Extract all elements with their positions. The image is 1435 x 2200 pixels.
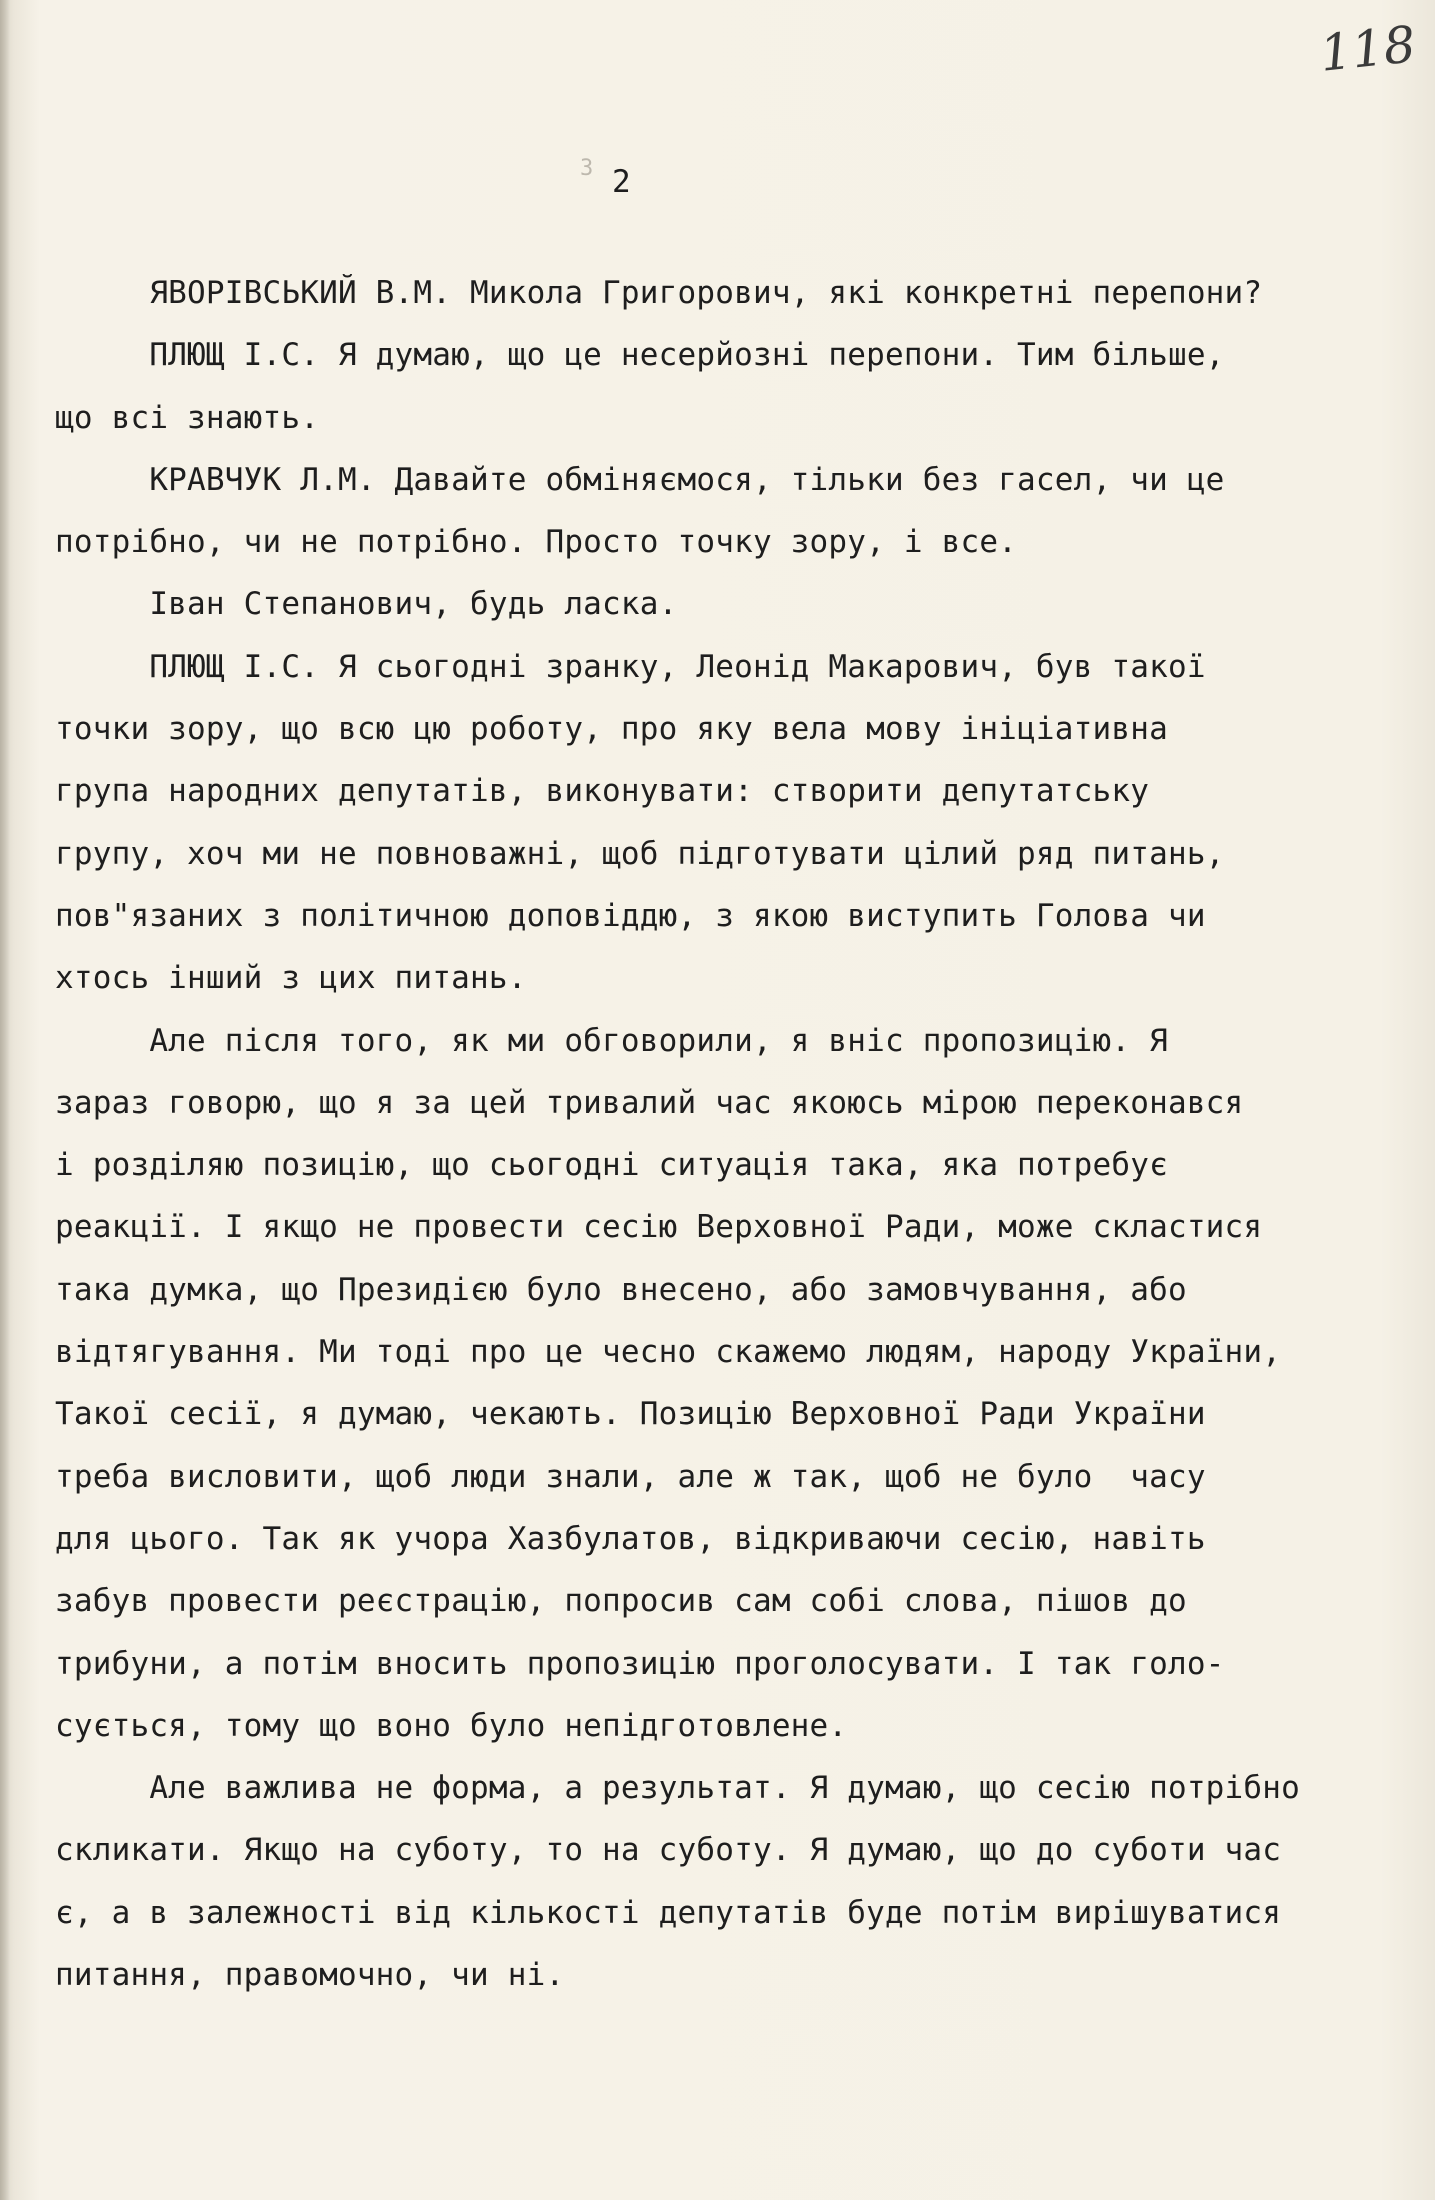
text-line: пов"язаних з політичною доповіддю, з якою виступить Голова чи bbox=[55, 897, 1206, 934]
binding-edge bbox=[0, 0, 10, 2200]
transcript-text bbox=[55, 262, 1385, 2006]
text-line: реакції. І якщо не провести сесію Верховної Ради, може скластися bbox=[55, 1209, 1263, 1246]
page-number: 2 bbox=[612, 164, 631, 200]
text-line: така думка, що Президією було внесено, або замовчування, або bbox=[55, 1271, 1187, 1308]
text-line: ПЛЮЩ І.С. Я сьогодні зранку, Леонід Макарович, був такої bbox=[55, 648, 1206, 685]
text-line: є, а в залежності від кількості депутатів буде потім вирішуватися bbox=[55, 1894, 1282, 1931]
text-line: забув провести реєстрацію, попросив сам собі слова, пішов до bbox=[55, 1583, 1187, 1620]
text-line: хтось інший з цих питань. bbox=[55, 960, 527, 997]
text-line: зараз говорю, що я за цей тривалий час якоюсь мірою переконався bbox=[55, 1084, 1244, 1121]
text-line: Такої сесії, я думаю, чекають. Позицію Верховної Ради України bbox=[55, 1396, 1206, 1433]
text-line: для цього. Так як учора Хазбулатов, відкриваючи сесію, навіть bbox=[55, 1520, 1206, 1557]
text-line: групу, хоч ми не повноважні, щоб підготувати цілий ряд питань, bbox=[55, 835, 1225, 872]
text-line: трибуни, а потім вносить пропозицію проголосувати. І так голо- bbox=[55, 1645, 1225, 1682]
text-line: потрібно, чи не потрібно. Просто точку зору, і все. bbox=[55, 524, 1018, 561]
text-line: Іван Степанович, будь ласка. bbox=[55, 586, 678, 623]
text-line: питання, правомочно, чи ні. bbox=[55, 1957, 565, 1994]
text-line: група народних депутатів, виконувати: створити депутатську bbox=[55, 773, 1150, 810]
text-line: сується, тому що воно було непідготовлене. bbox=[55, 1707, 848, 1744]
text-line: відтягування. Ми тоді про це чесно скажемо людям, народу України, bbox=[55, 1334, 1282, 1371]
text-line: треба висловити, щоб люди знали, але ж так, щоб не було часу bbox=[55, 1458, 1206, 1495]
faint-page-mark: 3 bbox=[580, 156, 594, 181]
archive-folio-number: 118 bbox=[1317, 15, 1419, 83]
text-line: точки зору, що всю цю роботу, про яку вела мову ініціативна bbox=[55, 711, 1168, 748]
text-line: і розділяю позицію, що сьогодні ситуація така, яка потребує bbox=[55, 1147, 1168, 1184]
text-line: Але після того, як ми обговорили, я вніс пропозицію. Я bbox=[55, 1022, 1168, 1059]
text-line: Але важлива не форма, а результат. Я думаю, що сесію потрібно bbox=[55, 1770, 1300, 1807]
text-line: КРАВЧУК Л.М. Давайте обміняємося, тільки без гасел, чи це bbox=[55, 461, 1225, 498]
text-line: що всі знають. bbox=[55, 399, 320, 436]
text-line: ЯВОРІВСЬКИЙ В.М. Микола Григорович, які конкретні перепони? bbox=[55, 275, 1263, 311]
text-line: скликати. Якщо на суботу, то на суботу. Я думаю, що до суботи час bbox=[55, 1832, 1282, 1869]
text-line: ПЛЮЩ І.С. Я думаю, що це несерйозні перепони. Тим більше, bbox=[55, 337, 1225, 374]
